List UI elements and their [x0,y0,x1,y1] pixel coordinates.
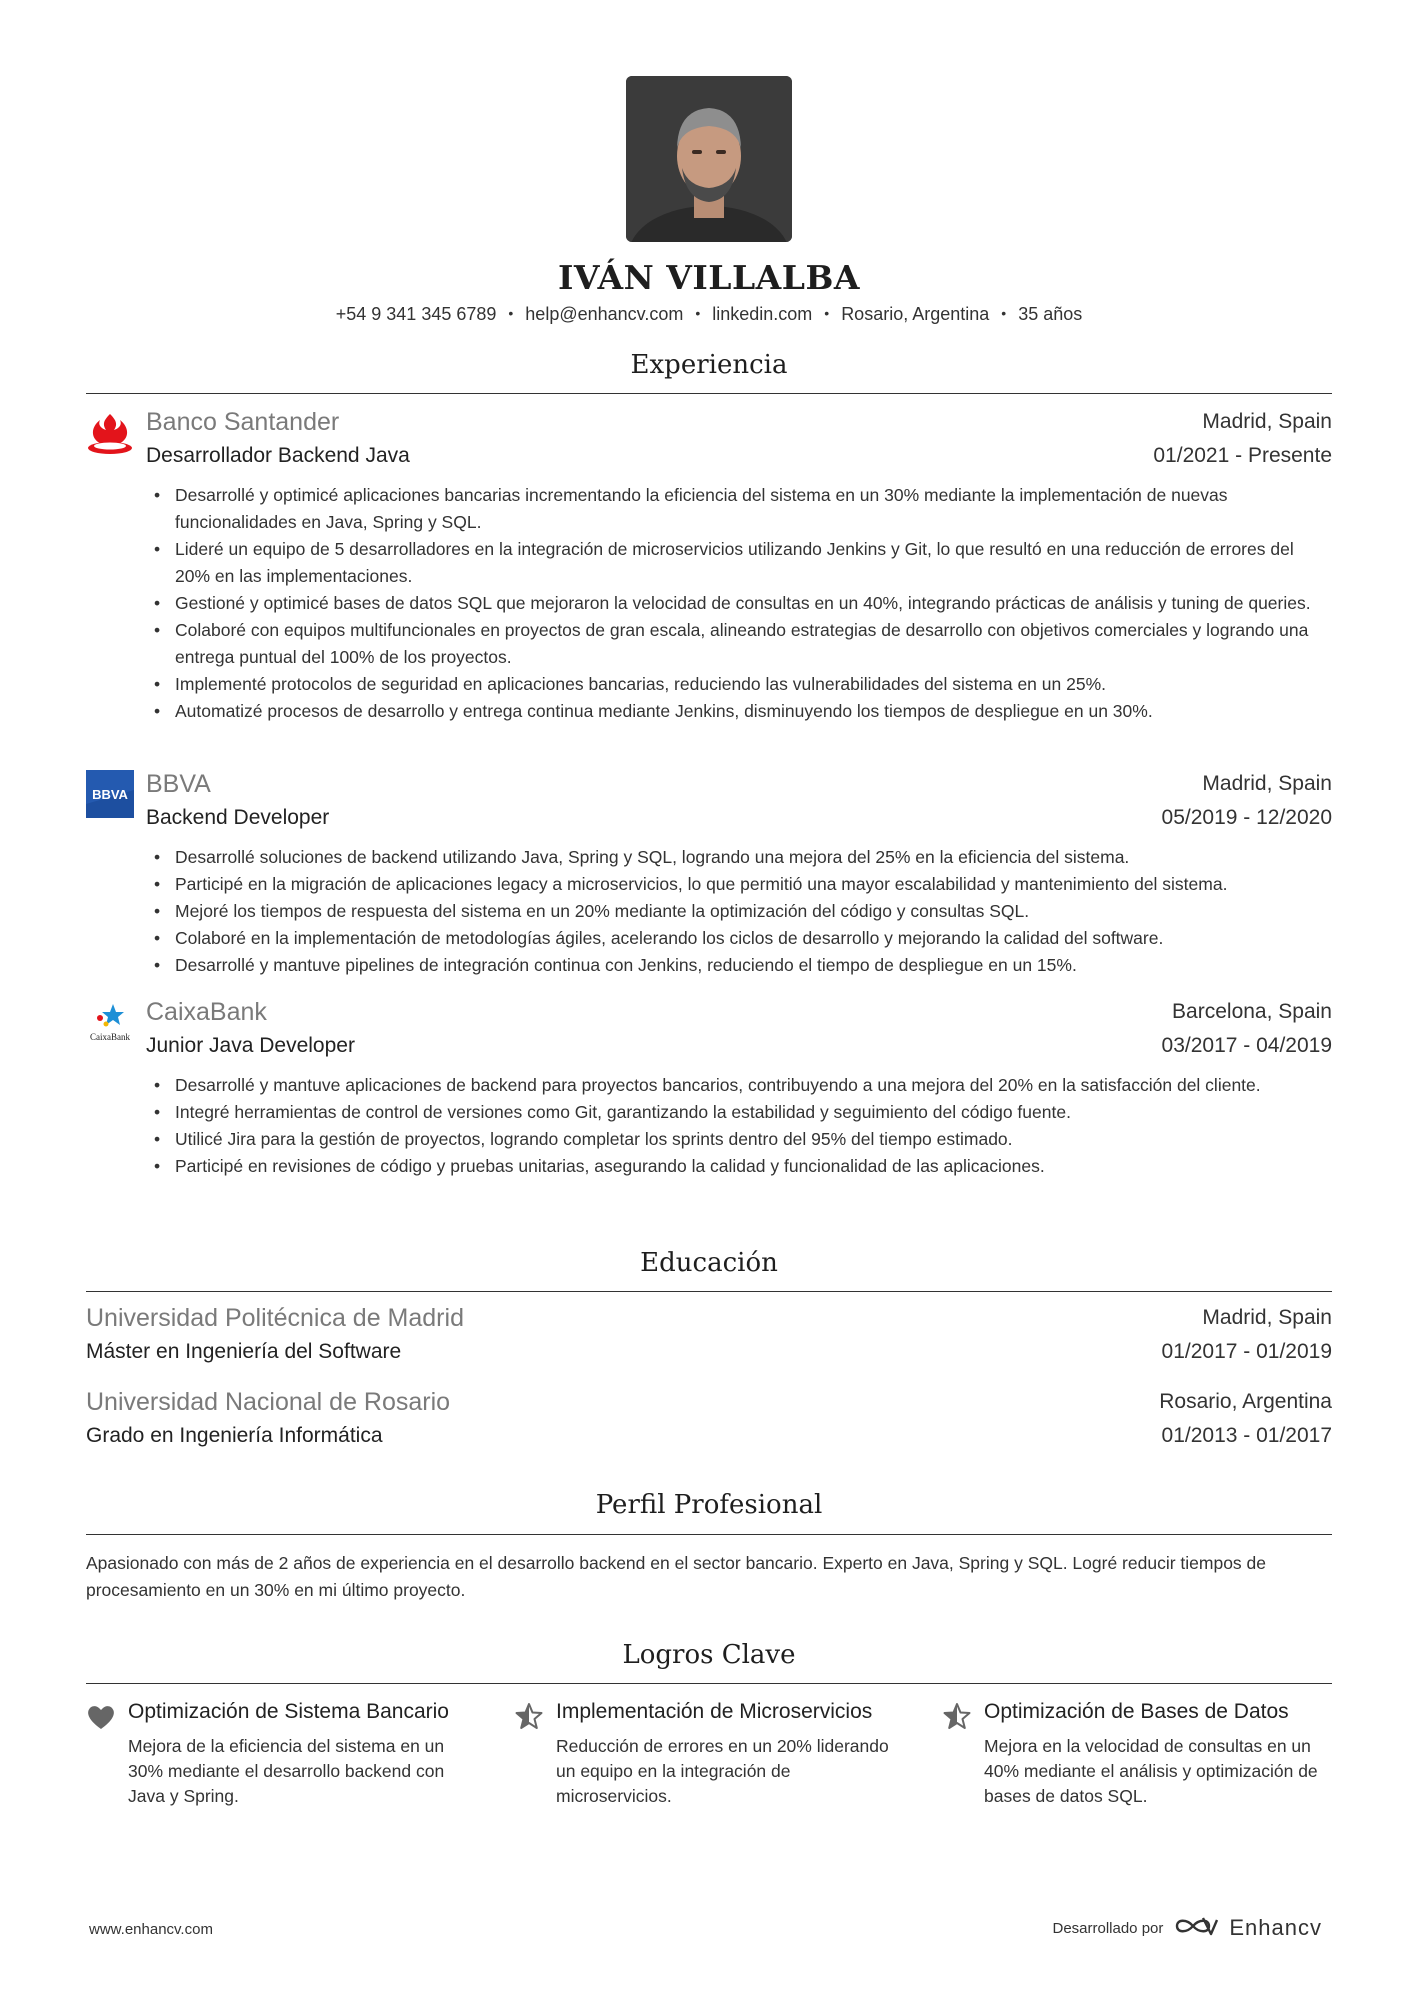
company-name: Banco Santander [146,408,340,436]
section-title-profile: Perfil Profesional [595,1490,823,1520]
achievement-description: Mejora de la eficiencia del sistema en un 30% mediante el desarrollo backend con Java y Spring. [128,1736,445,1806]
enhancv-logo-icon [1173,1914,1219,1943]
degree-title: Máster en Ingeniería del Software [86,1340,402,1363]
job-bullets [152,844,1332,979]
list-item: • Integré herramientas de control de versiones como Git, garantizando la estabilidad y seguimiento del código fuente. [152,1099,1332,1126]
school-location: Rosario, Argentina [1159,1390,1332,1413]
bbva-logo-text: BBVA [92,787,128,802]
phone-text[interactable]: +54 9 341 345 6789 [335,304,497,324]
job-location: Madrid, Spain [1202,772,1332,795]
section-divider [86,1534,1332,1535]
section-divider [86,393,1332,394]
profile-summary: Apasionado con más de 2 años de experiencia en el desarrollo backend en el sector bancario. Experto en Java, Spring y SQL. Logré reducir tiempos de procesamiento en un 30% en mi último proyecto. [86,1553,1267,1600]
location-text: Rosario, Argentina [841,304,990,324]
achievement-title: Implementación de Microservicios [556,1700,873,1723]
job-dates: 01/2021 - Presente [1153,444,1332,467]
company-name: CaixaBank [146,998,267,1026]
footer-branding [1052,1912,1322,1944]
star-icon [942,1702,972,1732]
section-divider [86,1291,1332,1292]
section-title-experience: Experiencia [630,350,788,380]
job-bullets [152,482,1332,725]
list-item: • Desarrollé y mantuve aplicaciones de backend para proyectos bancarios, contribuyendo a una mejora del 20% en la satisfacción del cliente. [152,1072,1332,1099]
job-title: Junior Java Developer [146,1034,355,1057]
profile-photo [626,76,792,242]
school-name: Universidad Politécnica de Madrid [86,1304,464,1332]
list-item: • Mejoré los tiempos de respuesta del sistema en un 20% mediante la optimización del código y consultas SQL. [152,898,1332,925]
santander-flame-logo-icon [86,408,134,456]
achievement-description: Mejora en la velocidad de consultas en un 40% mediante el análisis y optimización de bases de datos SQL. [984,1736,1318,1806]
contact-line [86,304,1332,325]
list-item: • Colaboré con equipos multifuncionales en proyectos de gran escala, alineando estrategias de desarrollo con objetivos comerciales y logrando una entrega puntual del 100% de los proyectos. [152,617,1332,671]
education-dates: 01/2013 - 01/2017 [1161,1424,1332,1447]
list-item: • Participé en la migración de aplicaciones legacy a microservicios, lo que permitió una mayor escalabilidad y mantenimiento del sistema. [152,871,1332,898]
achievement-title: Optimización de Bases de Datos [984,1700,1289,1723]
footer-website-link[interactable]: www.enhancv.com [89,1921,213,1938]
job-dates: 05/2019 - 12/2020 [1161,806,1332,829]
bullet-separator: • [695,305,701,321]
section-divider [86,1683,1332,1684]
section-title-education: Educación [640,1248,778,1278]
powered-by-label: Desarrollado por [1052,1919,1164,1937]
list-item: • Utilicé Jira para la gestión de proyectos, logrando completar los sprints dentro del 95% del tiempo estimado. [152,1126,1332,1153]
job-location: Madrid, Spain [1202,410,1332,433]
job-bullets [152,1072,1332,1180]
bbva-logo-icon [86,770,134,818]
degree-title: Grado en Ingeniería Informática [86,1424,383,1447]
list-item: • Lideré un equipo de 5 desarrolladores en la integración de microservicios utilizando Jenkins y Git, lo que resultó en una reducción de errores del 20% en las implementaciones. [152,536,1332,590]
bullet-separator: • [508,305,514,321]
company-name: BBVA [146,770,211,798]
caixabank-star-logo-icon [86,998,134,1046]
star-icon [514,1702,544,1732]
bullet-separator: • [1001,305,1007,321]
job-dates: 03/2017 - 04/2019 [1161,1034,1332,1057]
education-dates: 01/2017 - 01/2019 [1161,1340,1332,1363]
profile-photo-icon [626,76,792,242]
candidate-name: IVÁN VILLALBA [558,258,860,297]
job-title: Backend Developer [146,806,330,829]
list-item: • Implementé protocolos de seguridad en aplicaciones bancarias, reduciendo las vulnerabilidades del sistema en un 25%. [152,671,1332,698]
school-name: Universidad Nacional de Rosario [86,1388,451,1416]
list-item: • Desarrollé y mantuve pipelines de integración continua con Jenkins, reduciendo el tiempo de despliegue en un 15%. [152,952,1332,979]
achievement-title: Optimización de Sistema Bancario [128,1700,449,1723]
bullet-separator: • [824,305,830,321]
job-title: Desarrollador Backend Java [146,444,410,467]
section-title-achievements: Logros Clave [622,1640,796,1670]
school-location: Madrid, Spain [1202,1306,1332,1329]
list-item: • Colaboré en la implementación de metodologías ágiles, acelerando los ciclos de desarrollo y mejorando la calidad del software. [152,925,1332,952]
list-item: • Participé en revisiones de código y pruebas unitarias, asegurando la calidad y funcionalidad de las aplicaciones. [152,1153,1332,1180]
achievement-description: Reducción de errores en un 20% liderando un equipo en la integración de microservicios. [556,1736,889,1806]
age-text: 35 años [1018,304,1083,324]
list-item: • Gestioné y optimicé bases de datos SQL que mejoraron la velocidad de consultas en un 40%, integrando prácticas de análisis y tuning de queries. [152,590,1332,617]
list-item: • Automatizé procesos de desarrollo y entrega continua mediante Jenkins, disminuyendo los tiempos de despliegue en un 30%. [152,698,1332,725]
job-location: Barcelona, Spain [1172,1000,1332,1023]
email-link[interactable]: help@enhancv.com [525,304,684,324]
list-item: • Desarrollé y optimicé aplicaciones bancarias incrementando la eficiencia del sistema en un 30% mediante la implementación de nuevas funcionalidades en Java, Spring y SQL. [152,482,1332,536]
caixabank-logo-text: CaixaBank [90,1032,130,1042]
list-item: • Desarrollé soluciones de backend utilizando Java, Spring y SQL, logrando una mejora del 25% en la eficiencia del sistema. [152,844,1332,871]
linkedin-link[interactable]: linkedin.com [712,304,813,324]
enhancv-brand-text[interactable]: Enhancv [1229,1915,1322,1940]
resume-page [86,0,1332,1995]
heart-icon [86,1702,116,1732]
